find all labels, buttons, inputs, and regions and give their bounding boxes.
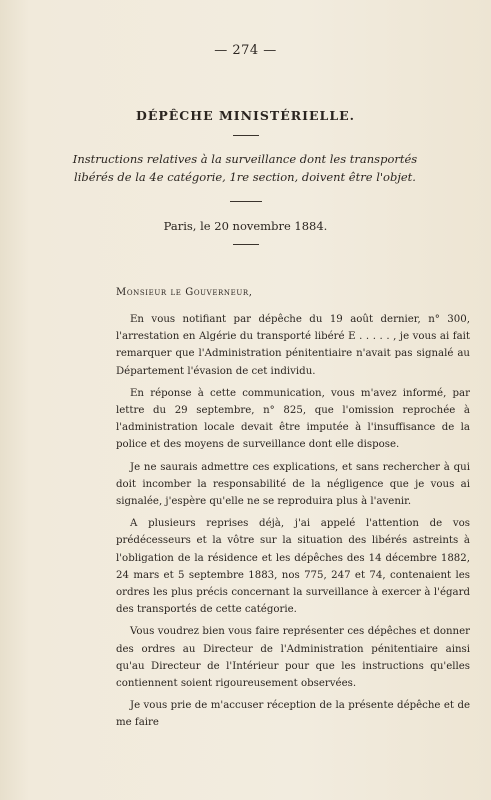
divider-rule bbox=[230, 201, 262, 202]
salutation: Monsieur le Gouverneur, bbox=[116, 287, 253, 298]
paragraph: En réponse à cette communication, vous m'avez informé, par lettre du 29 septembre, n° 825, que l'omission reprochée à l'administration locale devait être imputée à l'insuffisance de la police et des moyens de surveillance dont elle dispose. bbox=[116, 387, 470, 451]
paragraph: A plusieurs reprises déjà, j'ai appelé l'attention de vos prédécesseurs et la vôtre sur la situation des libérés astreints à l'obligation de la résidence et les dépêches des 14 décembre 1882, 24 mars et 5 septembre 1883, nos 775, 247 et 74, contenaient les ordres les plus précis concernant la surveillance à exercer à l'égard des transportés de cette catégorie. bbox=[116, 518, 470, 616]
paragraph: Vous voudrez bien vous faire représenter ces dépêches et donner des ordres au Directeur de l'Administration pénitentiaire ainsi qu'au Directeur de l'Intérieur pour que les instructions qu'elles contiennent soient rigoureusement observées. bbox=[116, 626, 470, 690]
paragraph: Je ne saurais admettre ces explications, et sans rechercher à qui doit incomber la responsabilité de la négligence que je vous ai signalée, j'espère qu'elle ne se reproduira plus à l'avenir. bbox=[116, 461, 470, 508]
document-heading: DÉPÊCHE MINISTÉRIELLE. bbox=[136, 108, 355, 123]
paragraph: En vous notifiant par dépêche du 19 août dernier, n° 300, l'arrestation en Algérie du transporté libéré E . . . . . , je vous ai fait remarquer que l'Administration pénitentiaire n'avait pas signalé au Département l'évasion de cet individu. bbox=[116, 314, 470, 377]
dateline: Paris, le 20 novembre 1884. bbox=[163, 219, 328, 233]
divider-rule bbox=[233, 244, 259, 245]
paragraph: Je vous prie de m'accuser réception de la présente dépêche et de me faire bbox=[116, 700, 470, 729]
divider-rule bbox=[233, 135, 259, 136]
letter-body bbox=[116, 311, 470, 737]
document-subtitle: Instructions relatives à la surveillance dont les transportés libérés de la 4e catégorie, 1re section, doivent être l'objet. bbox=[72, 152, 418, 184]
page-number: — 274 — bbox=[214, 43, 277, 58]
